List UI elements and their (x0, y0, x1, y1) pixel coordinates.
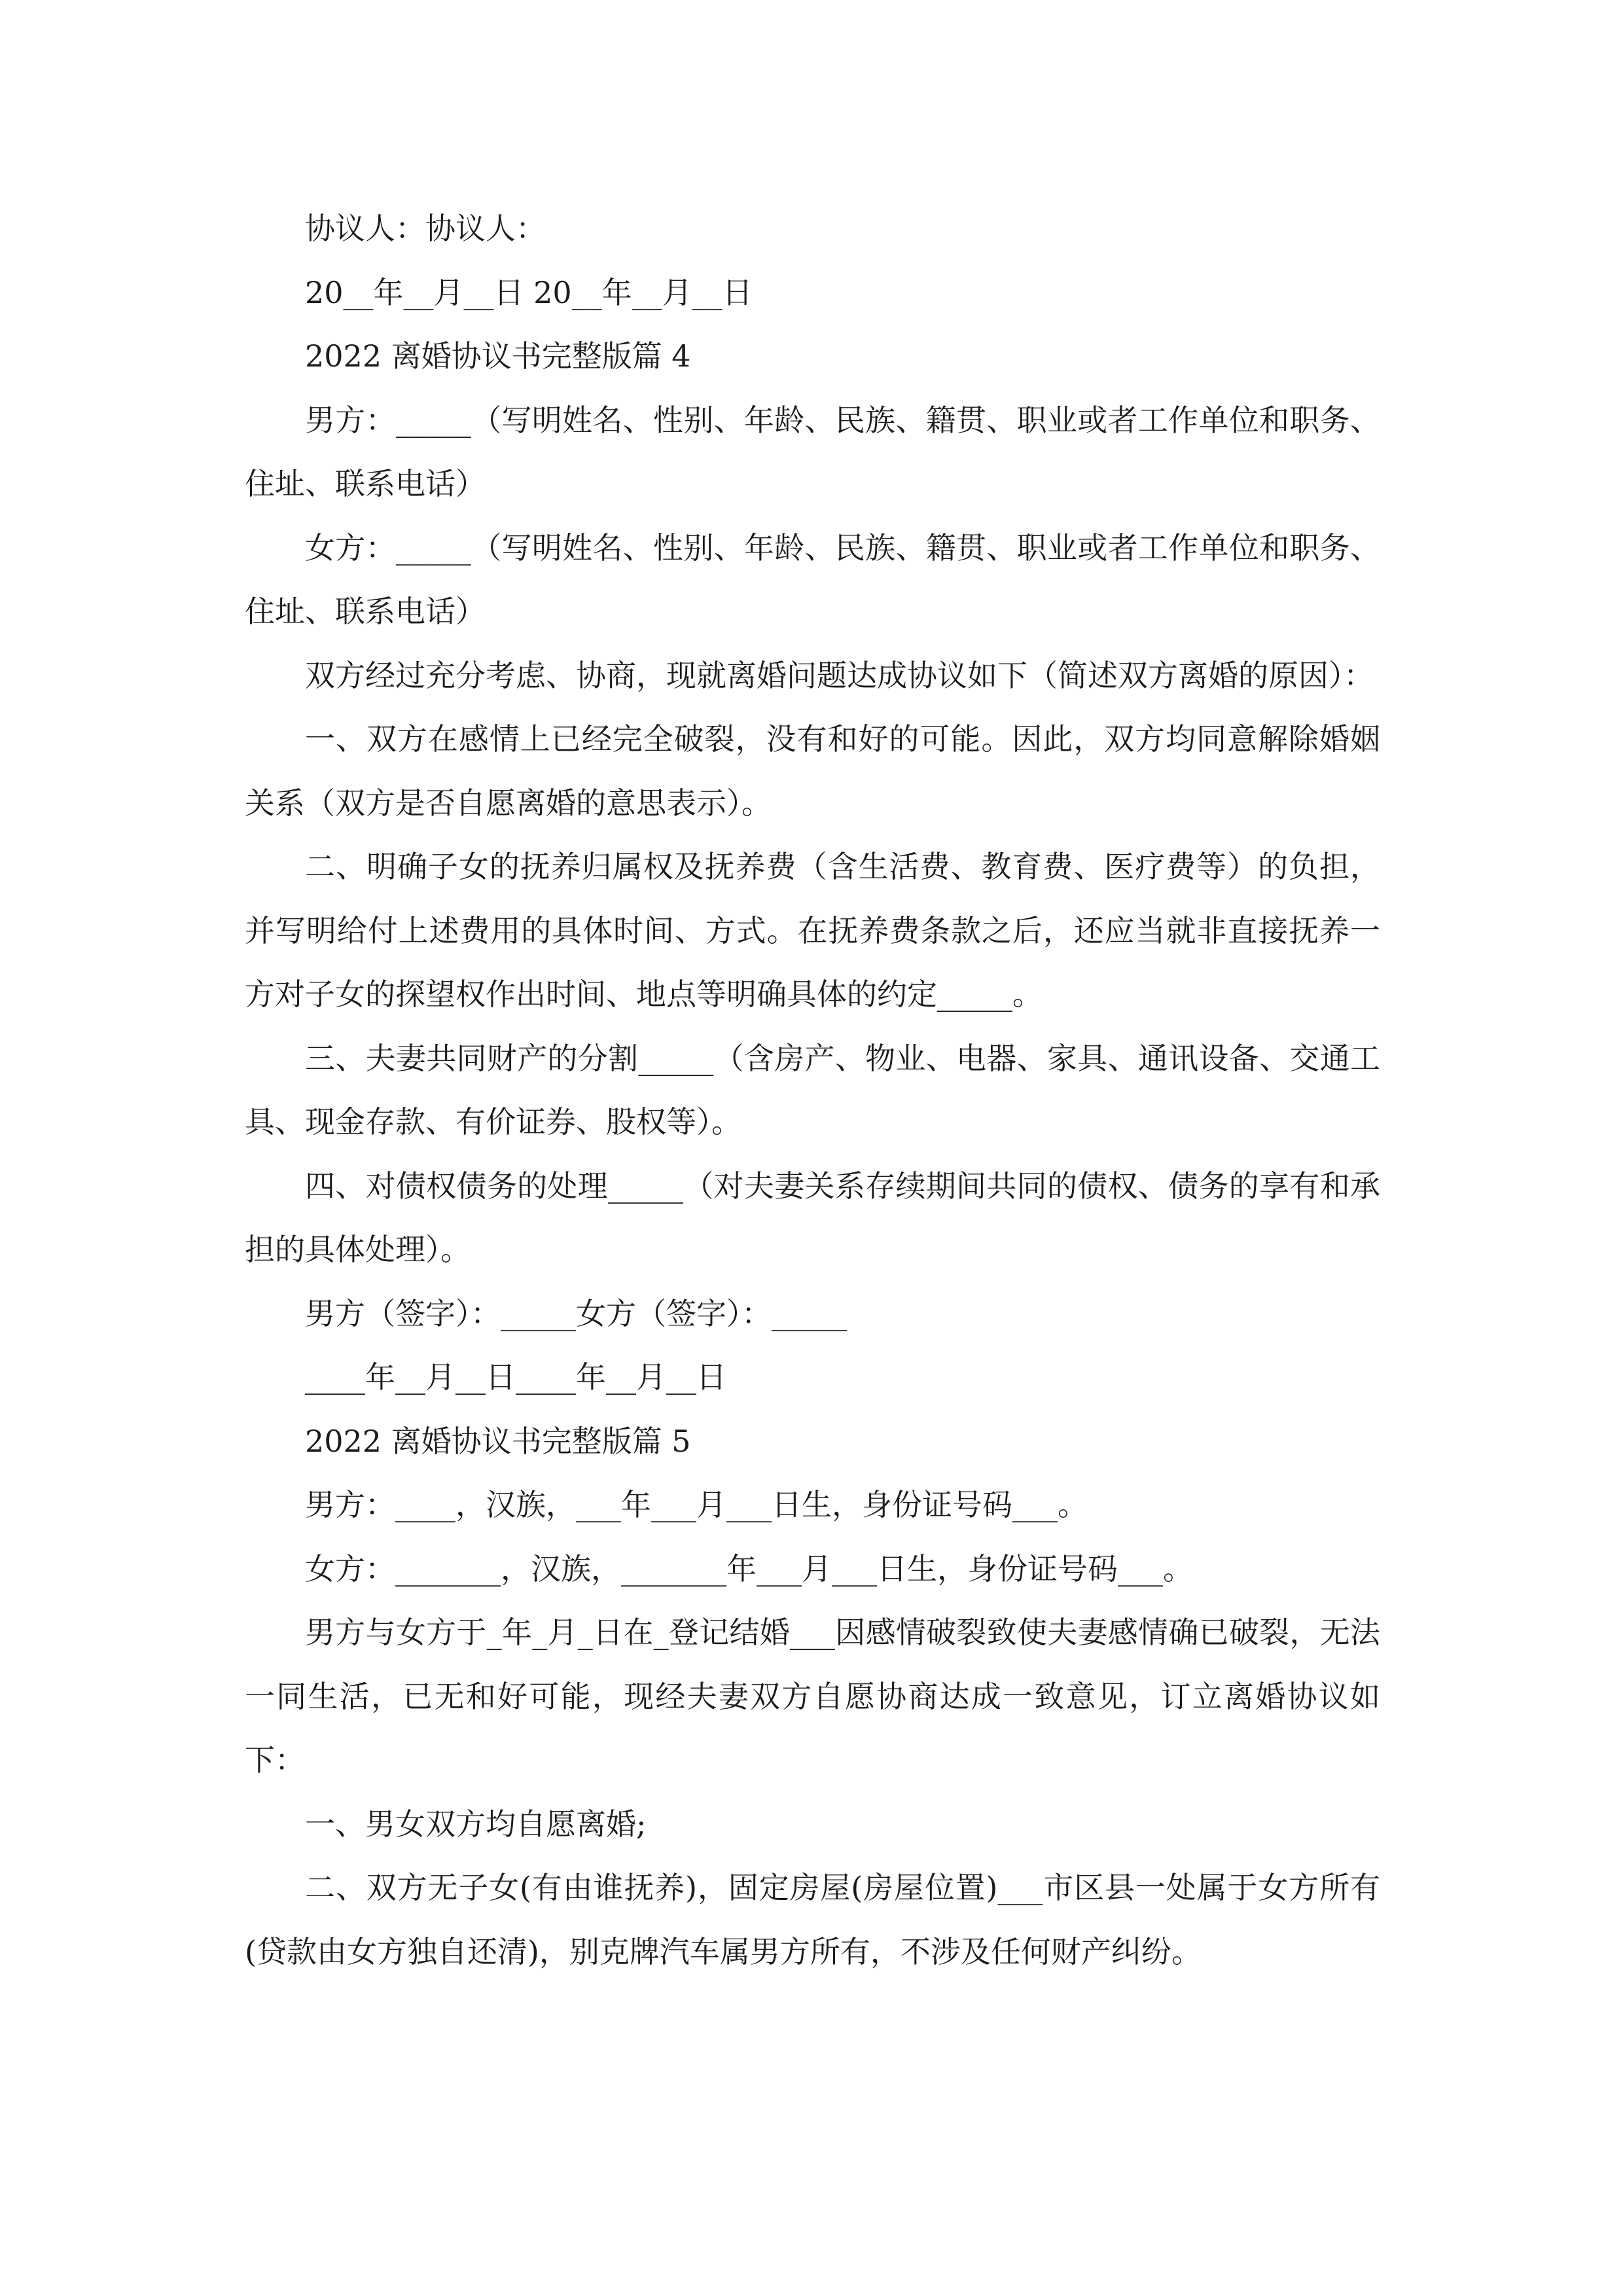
signatory-line: 协议人：协议人： (305, 211, 546, 246)
paragraph-marriage-statement: 男方与女方于_年_月_日在_登记结婚___因感情破裂致使夫妻感情确已破裂，无法一同生活，已无和好可能，现经夫妻双方自愿协商达成一致意见，订立离婚协议如下： (245, 1615, 1380, 1778)
paragraph-female-party: 女方：_____（写明姓名、性别、年龄、民族、籍贯、职业或者工作单位和职务、住址、联系电话） (245, 529, 1380, 629)
paragraph-male-info: 男方：____，汉族，___年___月___日生，身份证号码___。 (305, 1487, 1088, 1522)
date-line: 20__年__月__日 20__年__月__日 (305, 274, 753, 310)
clause-5-1: 一、男女双方均自愿离婚; (305, 1806, 647, 1842)
clause-4: 四、对债权债务的处理_____（对夫妻关系存续期间共同的债权、债务的享有和承担的具体处理）。 (245, 1168, 1380, 1267)
clause-1: 一、双方在感情上已经完全破裂，没有和好的可能。因此，双方均同意解除婚姻关系（双方是否自愿离婚的意思表示）。 (245, 721, 1380, 821)
signature-line: 男方（签字）：_____女方（签字）：_____ (305, 1295, 847, 1331)
clause-2: 二、明确子女的抚养归属权及抚养费（含生活费、教育费、医疗费等）的负担，并写明给付上述费用的具体时间、方式。在抚养费条款之后，还应当就非直接抚养一方对子女的探望权作出时间、地点等明确具体的约定_____。 (245, 849, 1380, 1012)
paragraph-intro: 双方经过充分考虑、协商，现就离婚问题达成协议如下（简述双方离婚的原因）： (305, 657, 1374, 693)
section-heading-4: 2022 离婚协议书完整版篇 4 (305, 338, 691, 374)
signature-date-line: ____年__月__日____年__月__日 (305, 1359, 726, 1395)
paragraph-female-info: 女方：_______，汉族，_______年___月___日生，身份证号码___。 (305, 1551, 1193, 1587)
clause-3: 三、夫妻共同财产的分割_____（含房产、物业、电器、家具、通讯设备、交通工具、现金存款、有价证券、股权等）。 (245, 1040, 1380, 1139)
clause-5-2: 二、双方无子女(有由谁抚养)，固定房屋(房屋位置)___市区县一处属于女方所有(贷款由女方独自还清)，别克牌汽车属男方所有，不涉及任何财产纠纷。 (245, 1870, 1380, 1969)
section-heading-5: 2022 离婚协议书完整版篇 5 (305, 1423, 691, 1459)
paragraph-male-party: 男方：_____（写明姓名、性别、年龄、民族、籍贯、职业或者工作单位和职务、住址、联系电话） (245, 402, 1380, 501)
document-body (245, 197, 1380, 1984)
